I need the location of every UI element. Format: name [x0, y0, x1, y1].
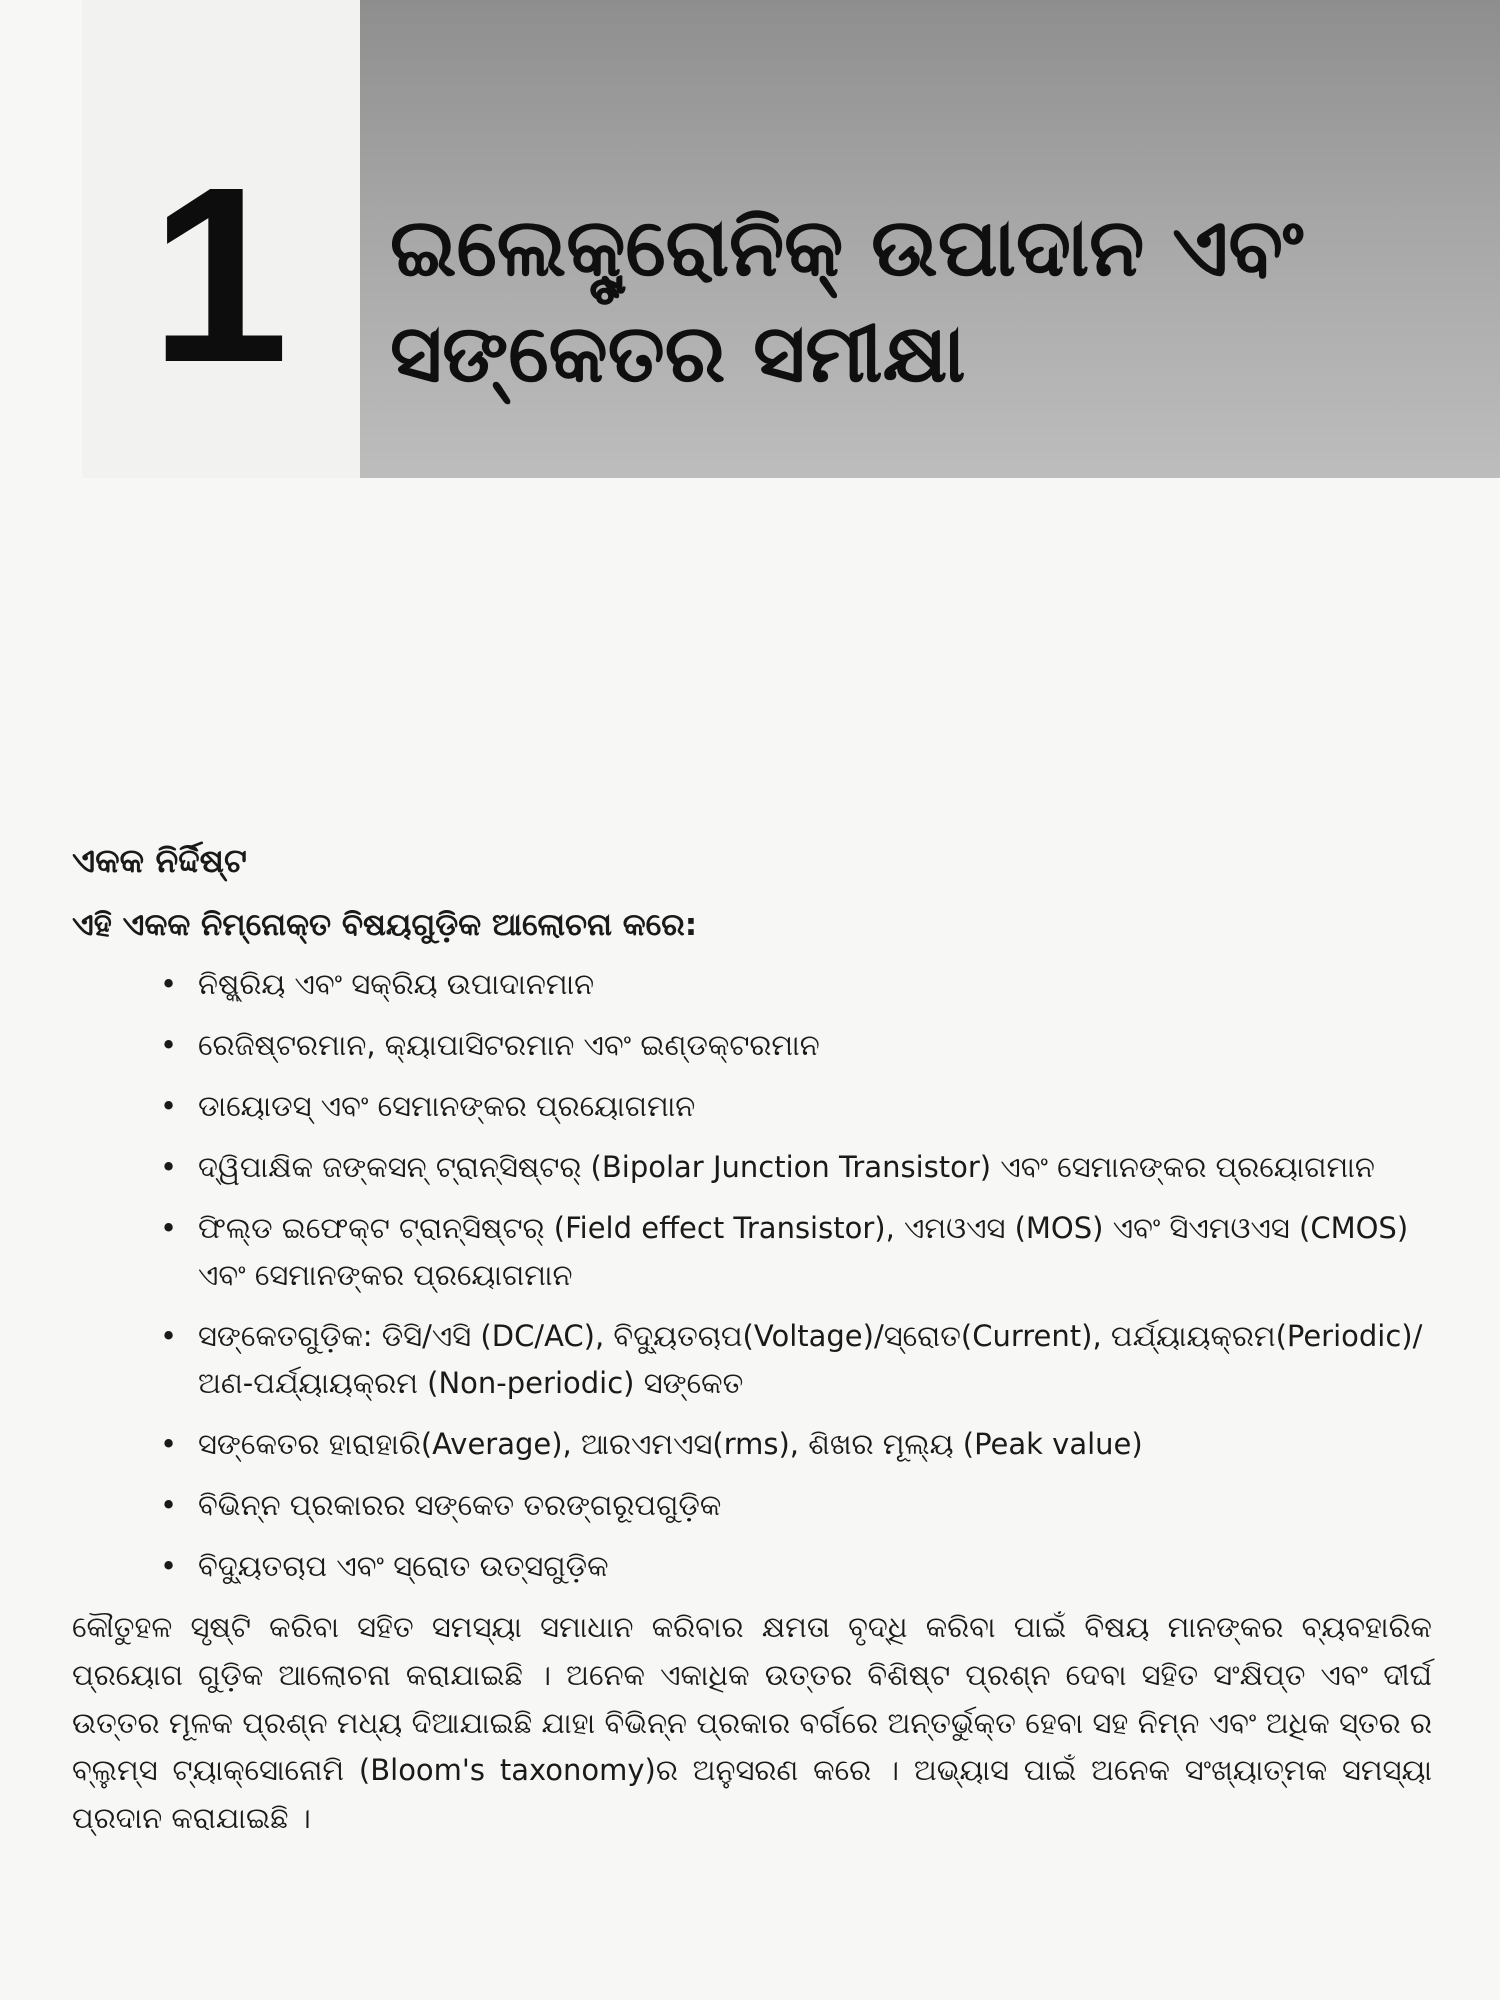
- unit-section: [72, 840, 1432, 1843]
- unit-intro: ଏହି ଏକକ ନିମ୍ନୋକ୍ତ ବିଷୟଗୁଡ଼ିକ ଆଲୋଚନା କରେ:: [72, 906, 698, 943]
- topic-text: ରେଜିଷ୍ଟରମାନ, କ୍ୟାପାସିଟରମାନ ଏବଂ ଇଣ୍ଡକ୍ଟରମାନ: [198, 1028, 820, 1063]
- unit-heading: ଏକକ ନିର୍ଦ୍ଦିଷ୍ଟ: [72, 841, 247, 880]
- topic-item: [160, 1482, 1432, 1529]
- topic-text: ସଙ୍କେତର ହାରାହାରି(Average), ଆରଏମଏସ(rms), ଶିଖର ମୂଲ୍ୟ (Peak value): [198, 1426, 1143, 1461]
- topic-list: [72, 961, 1432, 1590]
- unit-summary-paragraph: କୌତୁହଳ ସୃଷ୍ଟି କରିବା ସହିତ ସମସ୍ୟା ସମାଧାନ କରିବାର କ୍ଷମତା ବୃଦ୍ଧି କରିବା ପାଇଁ ବିଷୟ ମାନଙ୍କର ବ୍ୟବହାରିକ ପ୍ରୟୋଗ ଗୁଡ଼ିକ ଆଲୋଚନା କରାଯାଇଛି । ଅନେକ ଏକାଧିକ ଉତ୍ତର ବିଶିଷ୍ଟ ପ୍ରଶ୍ନ ଦେବା ସହିତ ସଂକ୍ଷିପ୍ତ ଏବଂ ଦୀର୍ଘ ଉତ୍ତର ମୂଳକ ପ୍ରଶ୍ନ ମଧ୍ୟ ଦିଆଯାଇଛି ଯାହା ବିଭିନ୍ନ ପ୍ରକାର ବର୍ଗରେ ଅନ୍ତର୍ଭୁକ୍ତ ହେବା ସହ ନିମ୍ନ ଏବଂ ଅଧିକ ସ୍ତର ର ବ୍ଲୁମ୍ସ ଟ୍ୟାକ୍ସୋନୋମି (Bloom's taxonomy)ର ଅନୁସରଣ କରେ । ଅଭ୍ୟାସ ପାଇଁ ଅନେକ ସଂଖ୍ୟାତ୍ମକ ସମସ୍ୟା ପ୍ରଦାନ କରାଯାଇଛି ।: [72, 1609, 1432, 1836]
- bullet-icon: •: [160, 1426, 178, 1461]
- topic-text: ନିଷ୍କ୍ରିୟ ଏବଂ ସକ୍ରିୟ ଉପାଦାନମାନ: [198, 967, 595, 1002]
- bullet-icon: •: [160, 1487, 178, 1522]
- bullet-icon: •: [160, 1150, 178, 1185]
- bullet-icon: •: [160, 1211, 178, 1246]
- topic-text: ଦ୍ୱିପାକ୍ଷିକ ଜଙ୍କସନ୍ ଟ୍ରାନ୍ସିଷ୍ଟର୍ (Bipolar Junction Transistor) ଏବଂ ସେମାନଙ୍କର ପ୍ରୟୋଗମାନ: [198, 1150, 1375, 1185]
- topic-item: [160, 961, 1432, 1008]
- topic-text: ବିଦ୍ୟୁତଚାପ ଏବଂ ସ୍ରୋତ ଉତ୍ସଗୁଡ଼ିକ: [198, 1548, 609, 1583]
- bullet-icon: •: [160, 1089, 178, 1124]
- topic-text: ଫିଲ୍ଡ ଇଫେକ୍ଟ ଟ୍ରାନ୍ସିଷ୍ଟର୍ (Field effect Transistor), ଏମଓଏସ (MOS) ଏବଂ ସିଏମଓଏସ (CMOS) ଏବଂ ସେମାନଙ୍କର ପ୍ରୟୋଗମାନ: [198, 1211, 1409, 1293]
- topic-item: [160, 1313, 1432, 1407]
- bullet-icon: •: [160, 1028, 178, 1063]
- chapter-title: ଇଲେକ୍ଟ୍ରୋନିକ୍ ଉପାଦାନ ଏବଂ ସଙ୍କେତର ସମୀକ୍ଷା: [390, 201, 1304, 400]
- bullet-icon: •: [160, 1548, 178, 1583]
- chapter-number: 1: [150, 135, 290, 414]
- topic-item: [160, 1022, 1432, 1069]
- topic-item: [160, 1144, 1432, 1191]
- topic-item: [160, 1543, 1432, 1590]
- topic-item: [160, 1083, 1432, 1130]
- bullet-icon: •: [160, 1319, 178, 1353]
- bullet-icon: •: [160, 967, 178, 1002]
- topic-item: [160, 1205, 1432, 1299]
- header-margin: [0, 0, 82, 478]
- topic-text: ବିଭିନ୍ନ ପ୍ରକାରର ସଙ୍କେତ ତରଙ୍ଗରୂପଗୁଡ଼ିକ: [198, 1487, 722, 1522]
- topic-text: ସଙ୍କେତଗୁଡ଼ିକ: ଡିସି/ଏସି (DC/AC), ବିଦ୍ୟୁତଚାପ(Voltage)/ସ୍ରୋତ(Current), ପର୍ଯ୍ୟାୟକ୍ରମ(Periodic)/ଅଣ-ପର୍ଯ୍ୟାୟକ୍ରମ (Non-periodic) ସଙ୍କେତ: [198, 1319, 1423, 1400]
- topic-item: [160, 1421, 1432, 1468]
- topic-text: ଡାୟୋଡସ୍ ଏବଂ ସେମାନଙ୍କର ପ୍ରୟୋଗମାନ: [198, 1089, 696, 1124]
